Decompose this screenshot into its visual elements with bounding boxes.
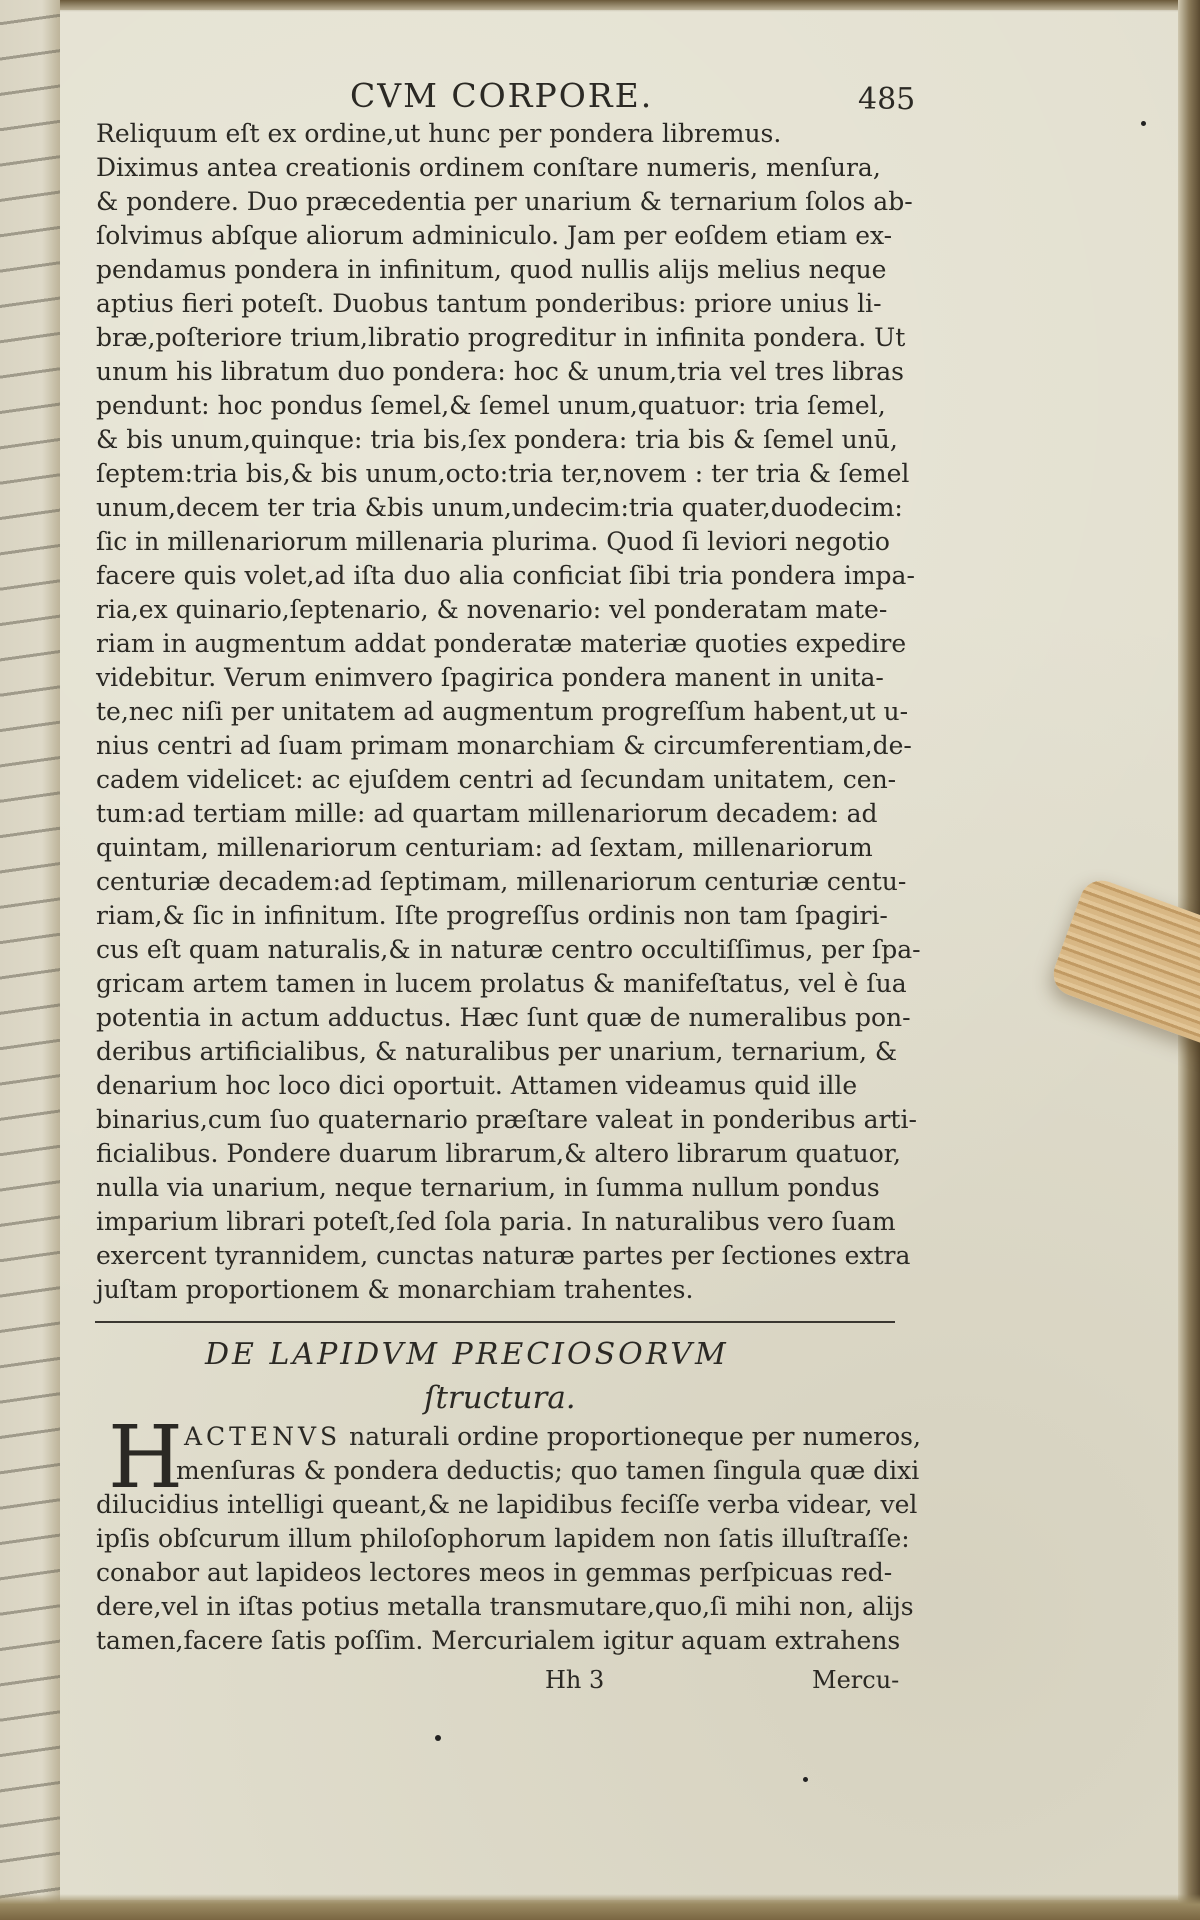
section-line: menſuras & pondera deductis; quo tamen ſingula quæ dixi — [176, 1456, 920, 1485]
body-line: aptius fieri poteſt. Duobus tantum ponderibus: priore unius li- — [96, 289, 882, 318]
body-line: unum his libratum duo pondera: hoc & unum,tria vel tres libras — [96, 357, 904, 386]
section-line: dere,vel in iſtas potius metalla transmutare,quo,ſi mihi non, alijs — [96, 1592, 914, 1621]
left-gutter-facing-page — [0, 0, 60, 1920]
body-line: denarium hoc loco dici oportuit. Attamen videamus quid ille — [96, 1071, 858, 1100]
body-line: ria,ex quinario,ſeptenario, & novenario: vel ponderatam mate- — [96, 595, 888, 624]
top-edge-shadow — [0, 0, 1200, 12]
body-line: pendunt: hoc pondus ſemel,& ſemel unum,quatuor: tria ſemel, — [96, 391, 886, 420]
ink-spot — [1141, 121, 1146, 126]
body-line: binarius,cum ſuo quaternario præſtare valeat in ponderibus arti- — [96, 1105, 917, 1134]
section-first-line — [184, 1420, 921, 1454]
section-line: ipſis obſcurum illum philoſophorum lapidem non ſatis illuſtraſſe: — [96, 1524, 910, 1553]
body-line: unum,decem ter tria &bis unum,undecim:tria quater,duodecim: — [96, 493, 903, 522]
section-line: dilucidius intelligi queant,& ne lapidibus feciſſe verba videar, vel — [96, 1490, 918, 1519]
bottom-page-edge — [0, 1894, 1200, 1920]
body-line: ſolvimus abſque aliorum adminiculo. Jam per eoſdem etiam ex- — [96, 221, 893, 250]
signature-mark: Hh 3 — [545, 1666, 605, 1694]
section-line: conabor aut lapideos lectores meos in gemmas perſpicuas red- — [96, 1558, 893, 1587]
body-line: cadem videlicet: ac ejuſdem centri ad ſecundam unitatem, cen- — [96, 765, 897, 794]
body-line: videbitur. Verum enimvero ſpagirica pondera manent in unita- — [96, 663, 884, 692]
body-line: ficialibus. Pondere duarum librarum,& altero librarum quatuor, — [96, 1139, 901, 1168]
body-line: tum:ad tertiam mille: ad quartam millenariorum decadem: ad — [96, 799, 878, 828]
running-head: CVM CORPORE. — [350, 76, 654, 115]
page-number: 485 — [858, 82, 916, 117]
body-line: deribus artificialibus, & naturalibus per unarium, ternarium, & — [96, 1037, 898, 1066]
drop-cap-initial: H — [108, 1408, 183, 1508]
body-line: riam in augmentum addat ponderatæ materiæ quoties expedire — [96, 629, 907, 658]
body-line: potentia in actum adductus. Hæc ſunt quæ de numeralibus pon- — [96, 1003, 911, 1032]
body-line: imparium librari poteſt,ſed ſola paria. In naturalibus vero ſuam — [96, 1207, 896, 1236]
body-line: centuriæ decadem:ad ſeptimam, millenariorum centuriæ centu- — [96, 867, 907, 896]
body-line: ſeptem:tria bis,& bis unum,octo:tria ter,novem : ter tria & ſemel — [96, 459, 910, 488]
body-line: Reliquum eſt ex ordine,ut hunc per pondera libremus. — [96, 119, 782, 148]
body-line: nius centri ad ſuam primam monarchiam & circumferentiam,de- — [96, 731, 912, 760]
body-line: bræ,poſteriore trium,libratio progreditur in infinita pondera. Ut — [96, 323, 906, 352]
body-line: ſic in millenariorum millenaria plurima. Quod ſi leviori negotio — [96, 527, 890, 556]
first-line-rest: naturali ordine proportioneque per numeros, — [341, 1422, 921, 1451]
body-line: exercent tyrannidem, cunctas naturæ partes per ſectiones extra — [96, 1241, 911, 1270]
section-divider-rule — [95, 1321, 895, 1323]
body-line: cus eſt quam naturalis,& in naturæ centro occultiſſimus, per ſpa- — [96, 935, 921, 964]
body-line: facere quis volet,ad iſta duo alia conficiat ſibi tria pondera impa- — [96, 561, 915, 590]
ink-spot — [803, 1777, 808, 1782]
body-line: te,nec niſi per unitatem ad augmentum progreſſum habent,ut u- — [96, 697, 909, 726]
section-title: DE LAPIDVM PRECIOSORVM — [205, 1337, 729, 1372]
body-line: gricam artem tamen in lucem prolatus & manifeſtatus, vel è ſua — [96, 969, 907, 998]
body-line: nulla via unarium, neque ternarium, in ſumma nullum pondus — [96, 1173, 880, 1202]
section-line: tamen,facere ſatis poſſim. Mercurialem igitur aquam extrahens — [96, 1626, 901, 1655]
body-line: & bis unum,quinque: tria bis,ſex pondera: tria bis & ſemel unū, — [96, 425, 898, 454]
ink-spot — [435, 1735, 441, 1741]
section-subtitle: ſtructura. — [424, 1380, 576, 1416]
body-line: Diximus antea creationis ordinem conſtare numeris, menſura, — [96, 153, 881, 182]
body-line: & pondere. Duo præcedentia per unarium & ternarium ſolos ab- — [96, 187, 913, 216]
body-line: juſtam proportionem & monarchiam trahentes. — [96, 1275, 694, 1304]
body-line: quintam, millenariorum centuriam: ad ſextam, millenariorum — [96, 833, 873, 862]
body-line: riam,& ſic in infinitum. Iſte progreſſus ordinis non tam ſpagiri- — [96, 901, 888, 930]
body-line: pendamus pondera in infinitum, quod nullis alijs melius neque — [96, 255, 887, 284]
first-word-smallcaps: ACTENVS — [184, 1422, 342, 1451]
catchword: Mercu- — [812, 1666, 900, 1694]
